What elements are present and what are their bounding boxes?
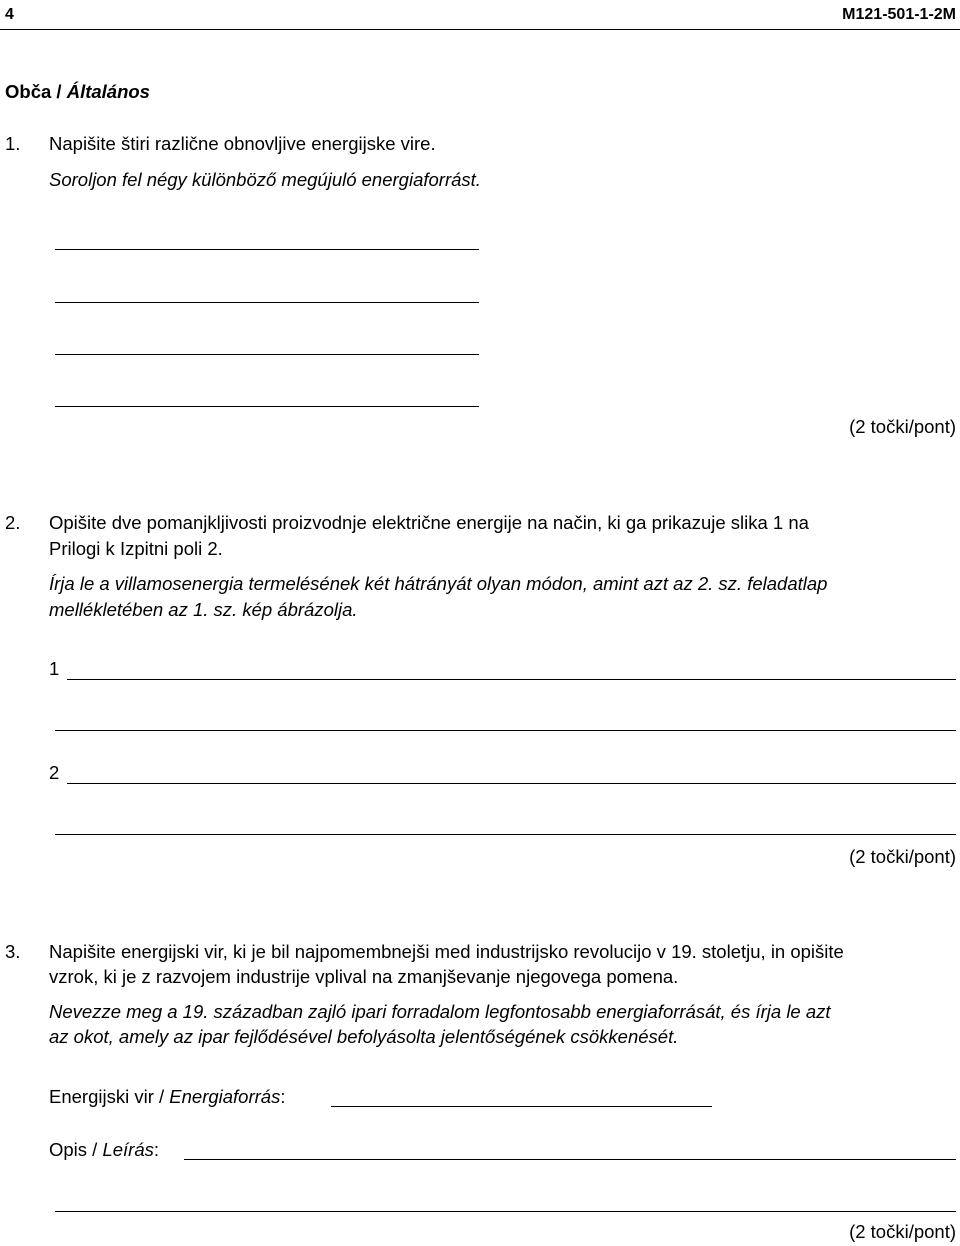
q2-answer-line-2b[interactable] <box>55 834 956 835</box>
q3-description-label <box>49 1137 159 1163</box>
q3-points: (2 točki/pont) <box>849 1221 956 1242</box>
section-title-sl: Obča <box>5 81 52 102</box>
q2-text-hu-line-1: Írja le a villamosenergia termelésének két hátrányát olyan módon, amint azt az 2. sz. feladatlap <box>49 573 828 594</box>
q2-answer-line-1b[interactable] <box>55 730 956 731</box>
q2-number: 2. <box>5 512 21 533</box>
q3-text-hu-line-2: az okot, amely az ipar fejlődésével befolyásolta jelentőségének csökkenését. <box>49 1026 679 1047</box>
q3-description-label-hu: Leírás <box>102 1139 154 1160</box>
q3-energy-source-label <box>49 1084 285 1110</box>
q2-text-hu-line-2: mellékletében az 1. sz. kép ábrázolja. <box>49 599 358 620</box>
q2-answer-line-1a[interactable] <box>67 679 956 680</box>
page-number: 4 <box>5 6 14 23</box>
q1-answer-line-4[interactable] <box>55 406 479 407</box>
q1-answer-line-2[interactable] <box>55 302 479 303</box>
q3-text-sl-line-1: Napišite energijski vir, ki je bil najpomembnejši med industrijsko revolucijo v 19. stoletju, in opišite <box>49 941 844 962</box>
section-title <box>5 79 150 105</box>
q3-description-line-2[interactable] <box>55 1211 956 1212</box>
q2-answer-line-2a[interactable] <box>67 783 956 784</box>
q3-energy-source-label-hu: Energiaforrás <box>169 1086 281 1107</box>
q1-number: 1. <box>5 133 21 154</box>
q3-energy-source-line[interactable] <box>331 1106 712 1107</box>
q1-answer-line-1[interactable] <box>55 249 479 250</box>
q3-description-label-sl: Opis / <box>49 1139 103 1160</box>
q3-number: 3. <box>5 941 21 962</box>
section-title-hu: Általános <box>66 81 150 102</box>
q2-points: (2 točki/pont) <box>849 846 956 867</box>
q2-answer-label-2: 2 <box>49 762 60 783</box>
q1-points: (2 točki/pont) <box>849 416 956 437</box>
q2-text-sl-line-1: Opišite dve pomanjkljivosti proizvodnje električne energije na način, ki ga prikazuje slika 1 na <box>49 512 809 533</box>
q2-text-sl-line-2: Prilogi k Izpitni poli 2. <box>49 538 223 559</box>
q3-energy-source-label-sl: Energijski vir / <box>49 1086 170 1107</box>
q1-answer-line-3[interactable] <box>55 354 479 355</box>
q3-description-label-colon: : <box>153 1139 160 1160</box>
exam-code: M121-501-1-2M <box>842 6 956 23</box>
q1-text-sl: Napišite štiri različne obnovljive energijske vire. <box>49 133 436 154</box>
header-rule <box>0 29 960 30</box>
q3-text-sl-line-2: vzrok, ki je z razvojem industrije vplival na zmanjševanje njegovega pomena. <box>49 966 679 987</box>
q3-text-hu-line-1: Nevezze meg a 19. században zajló ipari forradalom legfontosabb energiaforrását, és írja le azt <box>49 1001 831 1022</box>
section-title-separator: / <box>51 81 67 102</box>
q1-text-hu: Soroljon fel négy különböző megújuló energiaforrást. <box>49 169 481 190</box>
q2-answer-label-1: 1 <box>49 658 60 679</box>
q3-description-line-1[interactable] <box>184 1159 956 1160</box>
q3-energy-source-label-colon: : <box>280 1086 286 1107</box>
